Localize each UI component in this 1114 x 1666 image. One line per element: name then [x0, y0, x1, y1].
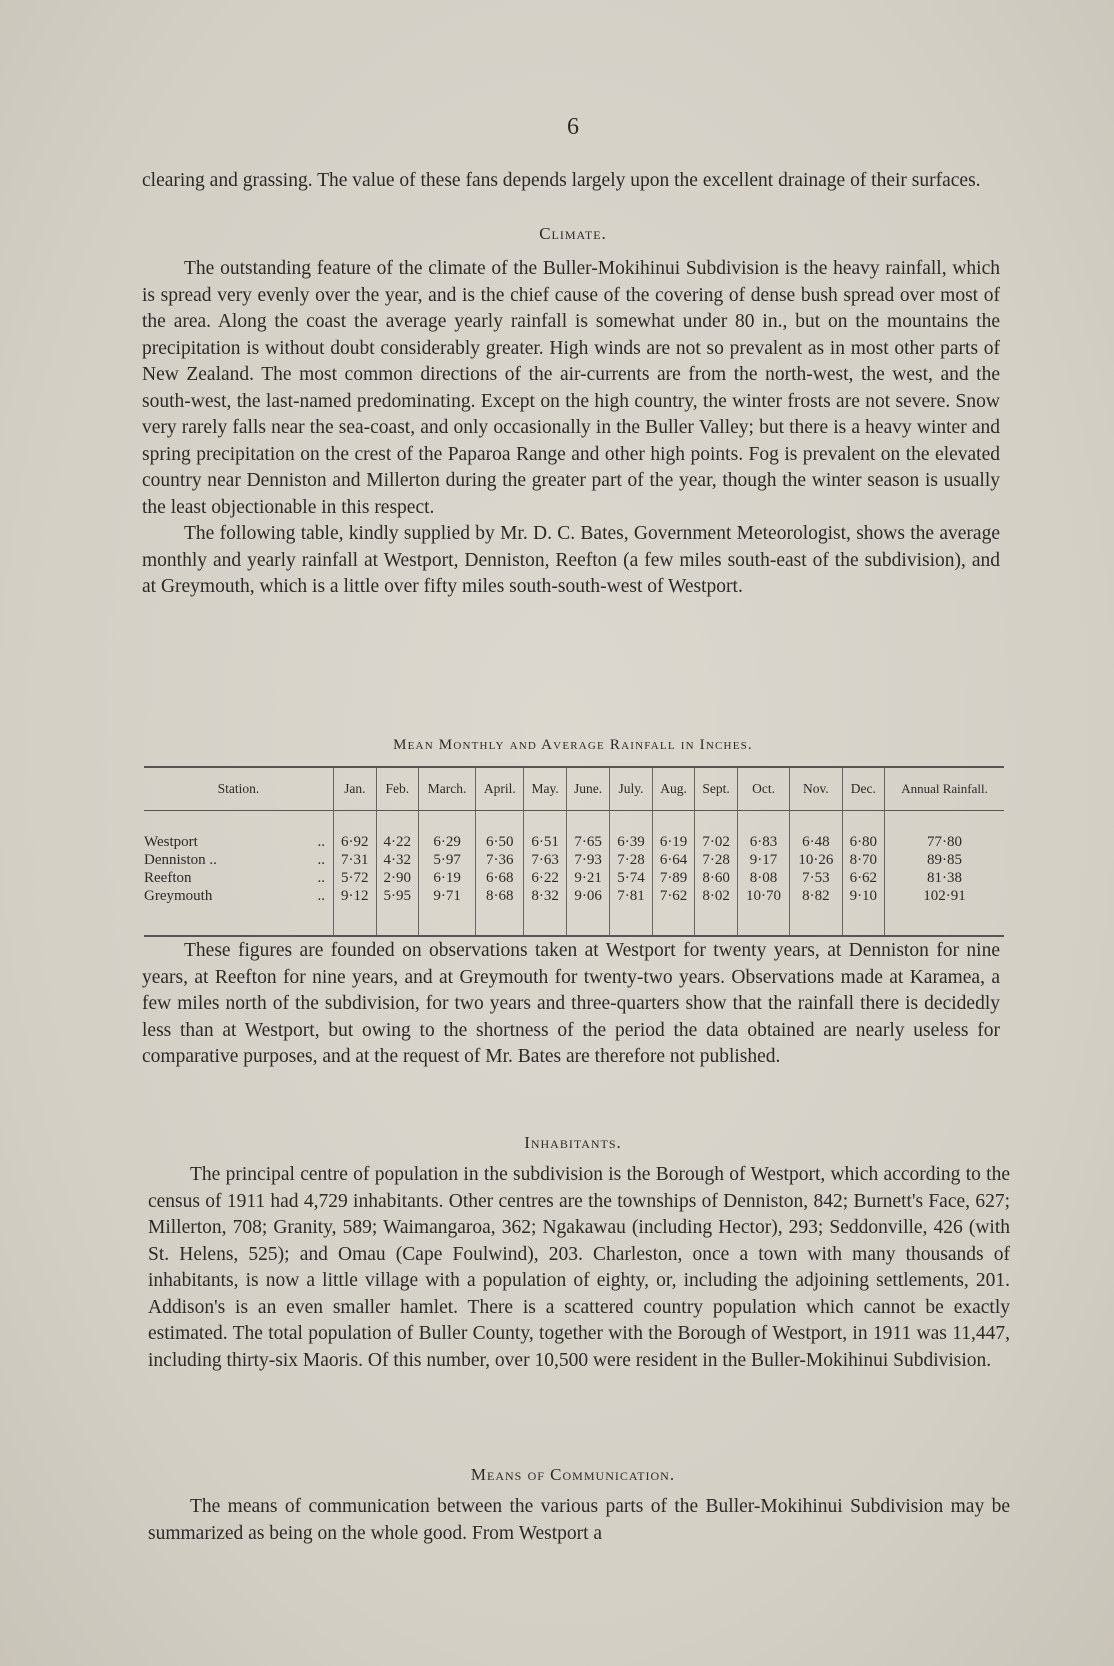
rainfall-value-cell: 9·10 [842, 887, 885, 936]
table-row [144, 811, 1004, 852]
rainfall-value-cell: 7·02 [695, 811, 738, 852]
climate-heading: Climate. [539, 224, 607, 243]
station-name: Denniston .. [144, 852, 217, 868]
rainfall-value-cell: 6·64 [652, 851, 695, 869]
rainfall-value-cell: 6·19 [419, 869, 476, 887]
climate-paragraph-2: The following table, kindly supplied by Mr. D. C. Bates, Government Meteorologist, shows the average monthly and yearly rainfall at Westport, Denniston, Reefton (a few miles south-east of the subdivision), and at Greymouth, which is a little over fifty miles south-south-west of Westport. [142, 523, 1000, 597]
station-dots: .. [317, 852, 325, 868]
rainfall-value-cell: 9·21 [566, 869, 609, 887]
communication-heading: Means of Communication. [470, 1465, 676, 1484]
header-nov: Nov. [790, 767, 842, 811]
rainfall-value-cell: 2·90 [376, 869, 419, 887]
rainfall-value-cell: 8·68 [476, 887, 524, 936]
header-july: July. [610, 767, 653, 811]
header-jan: Jan. [334, 767, 377, 811]
header-june: June. [566, 767, 609, 811]
rainfall-value-cell: 8·60 [695, 869, 738, 887]
header-march: March. [419, 767, 476, 811]
station-name: Westport [144, 834, 198, 850]
rainfall-value-cell: 6·83 [737, 811, 789, 852]
rainfall-value-cell: 6·62 [842, 869, 885, 887]
intro-text: clearing and grassing. The value of these fans depends largely upon the excellent drainage of their surfaces. [142, 170, 981, 191]
intro-paragraph [142, 168, 1000, 195]
climate-paragraph-1: The outstanding feature of the climate of the Buller-Mokihinui Subdivision is the heavy rainfall, which is spread very evenly over the year, and is the chief cause of the covering of dense bush spread over most of the area. Along the coast the average yearly rainfall is somewhat under 80 in., but on the mountains the precipitation is without doubt considerably greater. High winds are not so prevalent as in most other parts of New Zealand. The most common directions of the air-currents are from the north-west, the west, and the south-west, the last-named predominating. Except on the high country, the winter frosts are not severe. Snow very rarely falls near the sea-coast, and only occasionally in the Buller Valley; but there is a heavy winter and spring precipitation on the crest of the Paparoa Range and other high points. Fog is prevalent on the elevated country near Denniston and Millerton during the greater part of the year, though the winter season is usually the least objectionable in this respect. [142, 258, 1000, 518]
rainfall-value-cell: 5·97 [419, 851, 476, 869]
rainfall-value-cell: 7·63 [524, 851, 567, 869]
rainfall-table [144, 766, 1004, 937]
rainfall-value-cell: 4·22 [376, 811, 419, 852]
rainfall-value-cell: 4·32 [376, 851, 419, 869]
table-row [144, 851, 1004, 869]
rainfall-value-cell: 7·62 [652, 887, 695, 936]
rainfall-value-cell: 6·48 [790, 811, 842, 852]
rainfall-value-cell: 102·91 [885, 887, 1004, 936]
station-cell [144, 811, 334, 852]
climate-section [142, 256, 1000, 601]
figures-paragraph: These figures are founded on observations taken at Westport for twenty years, at Denniston for nine years, at Reefton for nine years, and at Greymouth for twenty-two years. Observations made at Karamea, a few miles north of the subdivision, for two years and three-quarters show that the rainfall there is decidedly less than at Westport, but owing to the shortness of the period the data obtained are nearly useless for comparative purposes, and at the request of Mr. Bates are therefore not published. [142, 940, 1000, 1067]
station-dots: .. [317, 870, 325, 886]
table-body [144, 811, 1004, 937]
rainfall-value-cell: 8·32 [524, 887, 567, 936]
rainfall-value-cell: 7·36 [476, 851, 524, 869]
station-dots: .. [317, 888, 325, 904]
rainfall-value-cell: 9·12 [334, 887, 377, 936]
table-header-row [144, 767, 1004, 811]
header-april: April. [476, 767, 524, 811]
rainfall-value-cell: 7·81 [610, 887, 653, 936]
station-cell [144, 869, 334, 887]
header-may: May. [524, 767, 567, 811]
rainfall-value-cell: 6·80 [842, 811, 885, 852]
rainfall-value-cell: 81·38 [885, 869, 1004, 887]
rainfall-value-cell: 7·93 [566, 851, 609, 869]
header-dec: Dec. [842, 767, 885, 811]
rainfall-value-cell: 9·06 [566, 887, 609, 936]
rainfall-value-cell: 6·51 [524, 811, 567, 852]
rainfall-value-cell: 7·28 [695, 851, 738, 869]
table-row [144, 887, 1004, 936]
header-oct: Oct. [737, 767, 789, 811]
header-station: Station. [144, 767, 334, 811]
rainfall-value-cell: 7·28 [610, 851, 653, 869]
rainfall-value-cell: 10·70 [737, 887, 789, 936]
rainfall-value-cell: 89·85 [885, 851, 1004, 869]
rainfall-value-cell: 8·70 [842, 851, 885, 869]
rainfall-value-cell: 7·53 [790, 869, 842, 887]
station-cell [144, 851, 334, 869]
header-sept: Sept. [695, 767, 738, 811]
rainfall-value-cell: 7·31 [334, 851, 377, 869]
rainfall-value-cell: 9·71 [419, 887, 476, 936]
rainfall-value-cell: 5·74 [610, 869, 653, 887]
station-dots: .. [317, 834, 325, 850]
rainfall-value-cell: 8·02 [695, 887, 738, 936]
header-aug: Aug. [652, 767, 695, 811]
rainfall-value-cell: 5·95 [376, 887, 419, 936]
rainfall-value-cell: 10·26 [790, 851, 842, 869]
rainfall-value-cell: 8·82 [790, 887, 842, 936]
rainfall-value-cell: 5·72 [334, 869, 377, 887]
rainfall-value-cell: 6·39 [610, 811, 653, 852]
communication-paragraph: The means of communication between the various parts of the Buller-Mokihinui Subdivision may be summarized as being on the whole good. From Westport a [148, 1496, 1010, 1544]
rainfall-value-cell: 6·50 [476, 811, 524, 852]
rainfall-value-cell: 6·22 [524, 869, 567, 887]
rainfall-value-cell: 8·08 [737, 869, 789, 887]
rainfall-value-cell: 9·17 [737, 851, 789, 869]
inhabitants-paragraph: The principal centre of population in the subdivision is the Borough of Westport, which according to the census of 1911 had 4,729 inhabitants. Other centres are the townships of Denniston, 842; Burnett's Face, 627; Millerton, 708; Granity, 589; Waimangaroa, 362; Ngakawau (including Hector), 293; Seddonville, 426 (with St. Helens, 525); and Omau (Cape Foulwind), 203. Charleston, once a town with many thousands of inhabitants, is now a little village with a population of eighty, or, including the adjoining settlements, 201. Addison's is an even smaller hamlet. There is a scattered country population which cannot be exactly estimated. The total population of Buller County, together with the Borough of Westport, in 1911 was 11,447, including thirty-six Maoris. Of this number, over 10,500 were resident in the Buller-Mokihinui Subdivision. [148, 1164, 1010, 1371]
inhabitants-heading: Inhabitants. [524, 1133, 622, 1152]
station-cell [144, 887, 334, 936]
rainfall-value-cell: 7·89 [652, 869, 695, 887]
station-name: Greymouth [144, 888, 213, 904]
page-number: 6 [567, 114, 579, 140]
rainfall-value-cell: 6·68 [476, 869, 524, 887]
station-name: Reefton [144, 870, 192, 886]
rainfall-value-cell: 7·65 [566, 811, 609, 852]
rainfall-value-cell: 6·29 [419, 811, 476, 852]
table-row [144, 869, 1004, 887]
inhabitants-section [148, 1162, 1010, 1374]
communication-section [148, 1494, 1010, 1547]
rainfall-value-cell: 6·92 [334, 811, 377, 852]
figures-section [142, 938, 1000, 1071]
rainfall-value-cell: 77·80 [885, 811, 1004, 852]
table-title: Mean Monthly and Average Rainfall in Inches. [393, 737, 753, 753]
header-feb: Feb. [376, 767, 419, 811]
rainfall-value-cell: 6·19 [652, 811, 695, 852]
header-annual: Annual Rainfall. [885, 767, 1004, 811]
